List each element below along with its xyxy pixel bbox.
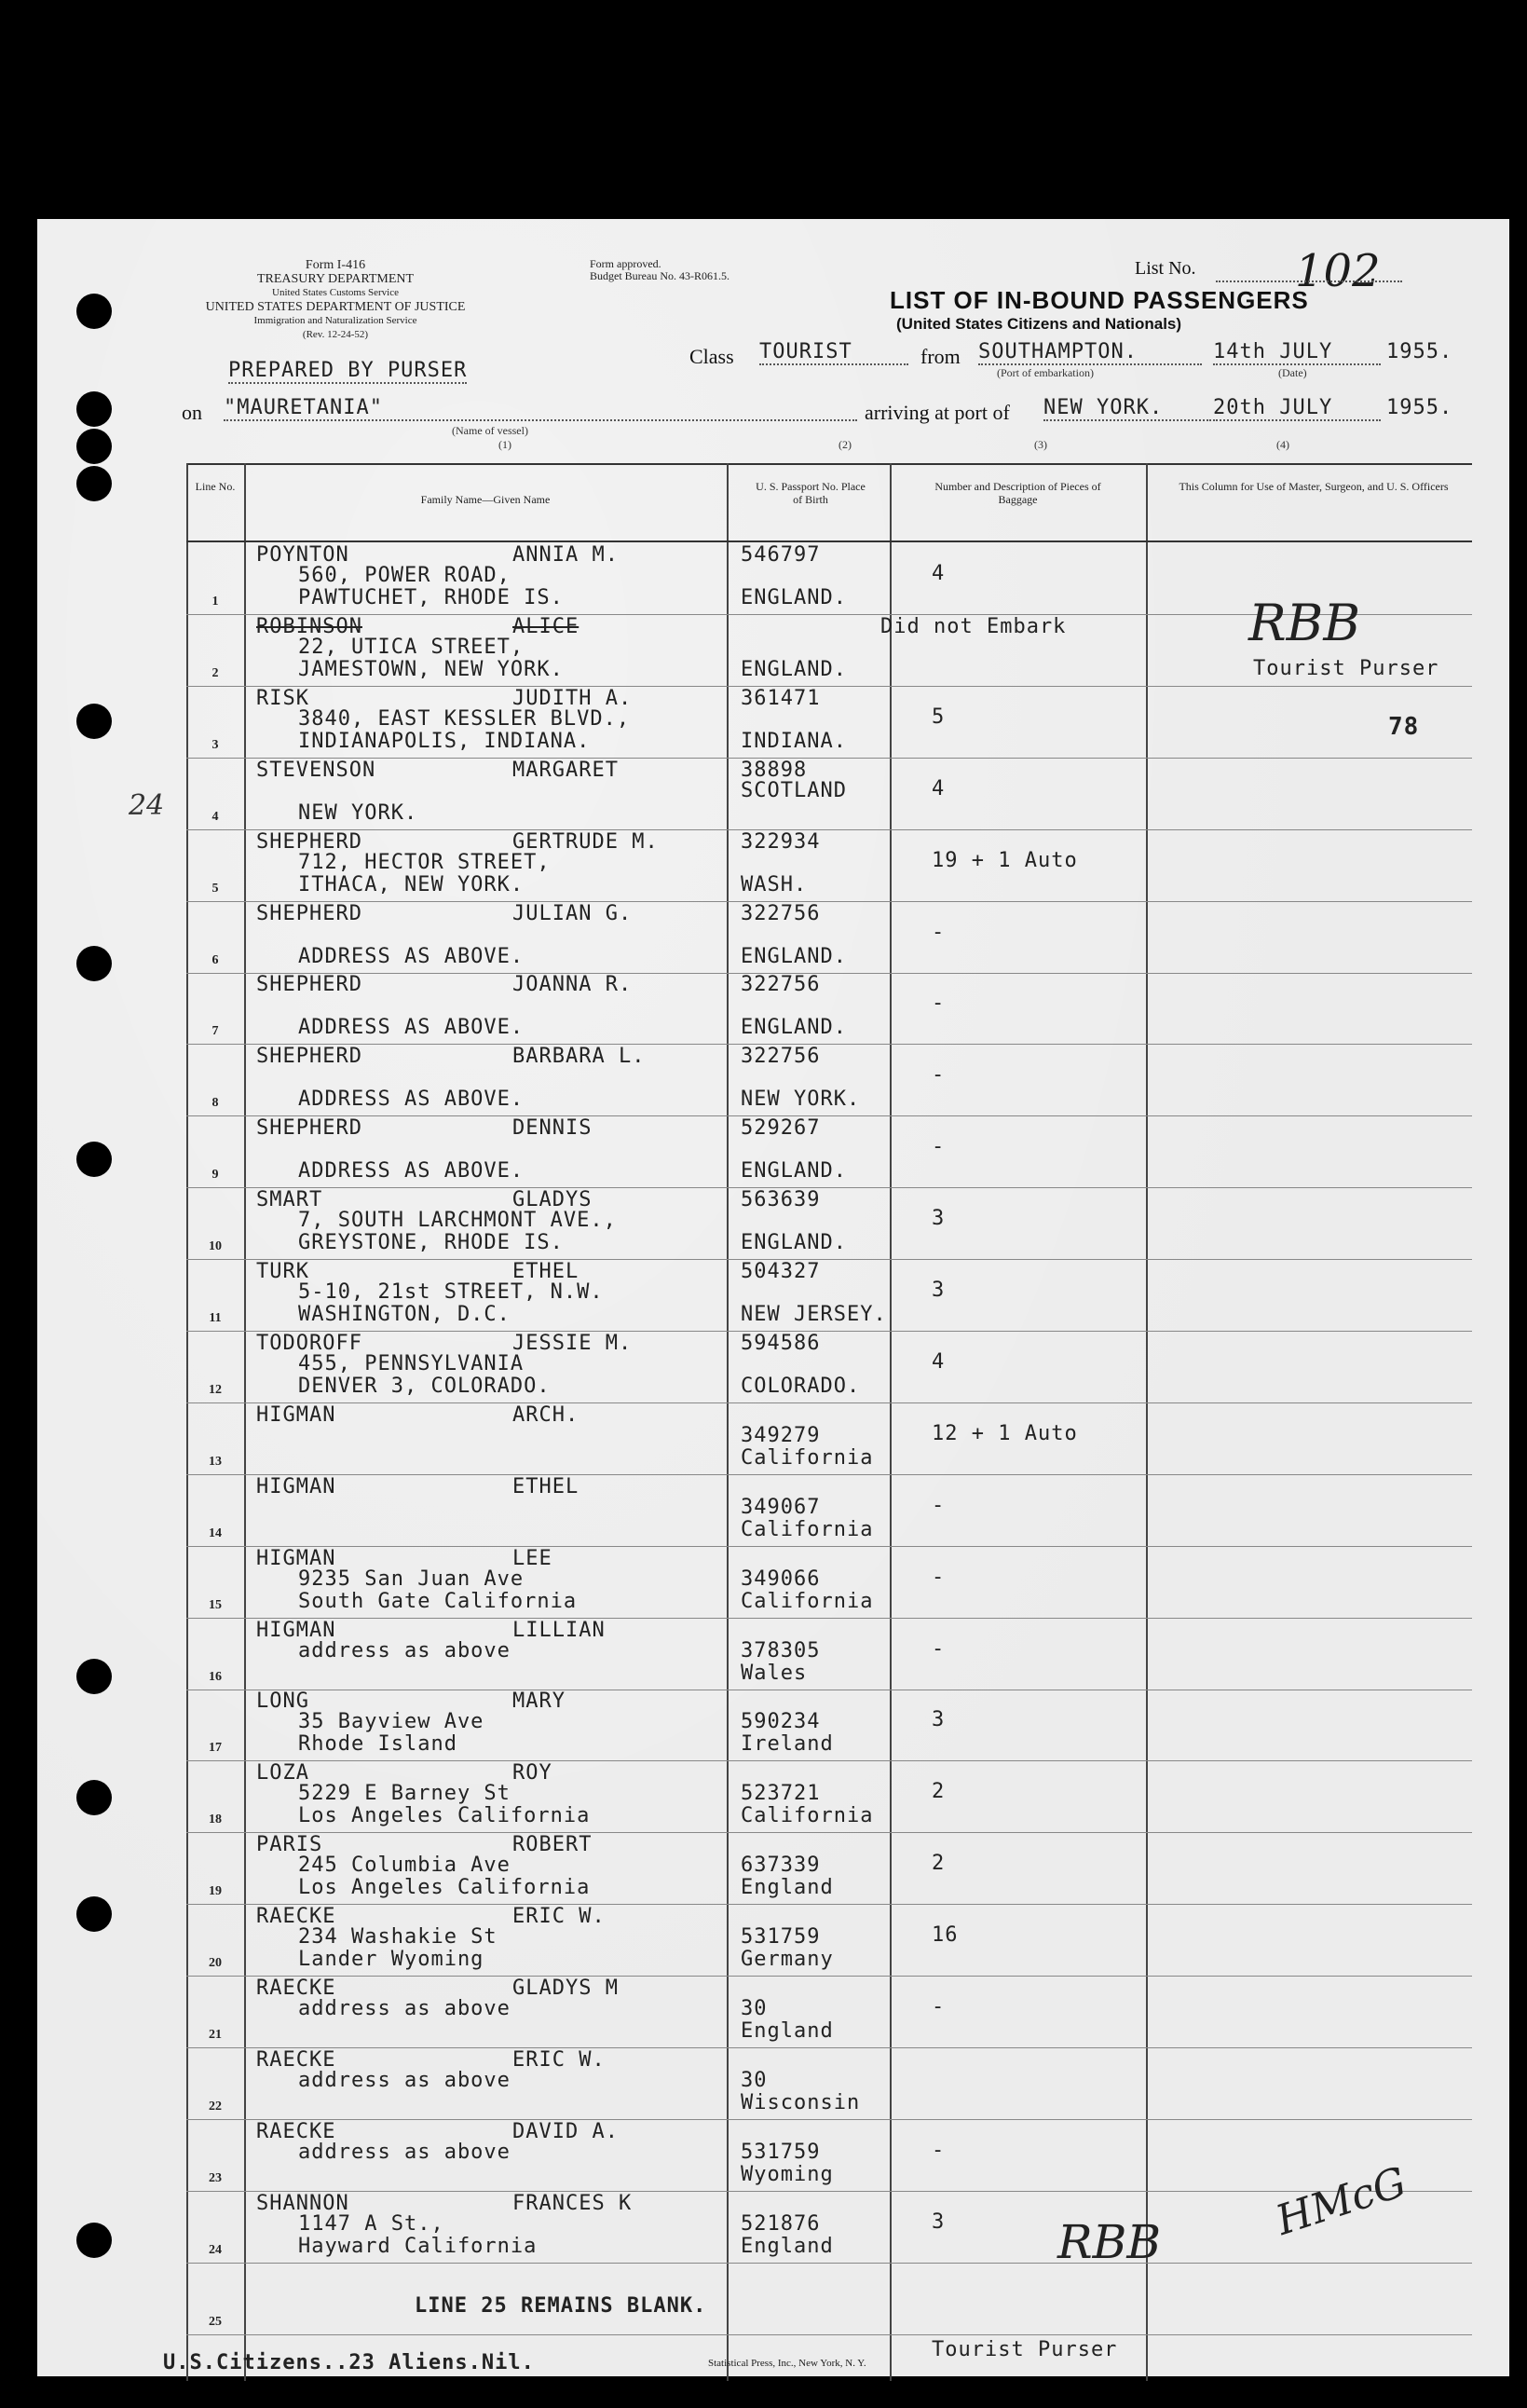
line-number: 7 xyxy=(211,1024,219,1039)
arrival-date: 20th JULY xyxy=(1213,396,1381,421)
place-of-birth: Wales xyxy=(741,1661,808,1685)
col-num-4: (4) xyxy=(1276,438,1289,451)
address-line-1: 712, HECTOR STREET, xyxy=(298,850,551,874)
embark-date: 14th JULY xyxy=(1213,340,1381,365)
place-of-birth: ENGLAND. xyxy=(741,1159,847,1183)
embark-note: (Port of embarkation) xyxy=(997,366,1094,379)
purser-title-officers: Tourist Purser xyxy=(1253,657,1439,680)
address-line-1: 5229 E Barney St xyxy=(298,1782,511,1806)
passport-number: 38898 xyxy=(741,758,808,782)
citizen-totals: U.S.Citizens..23 Aliens.Nil. xyxy=(163,2351,535,2374)
passport-number: 378305 xyxy=(741,1638,821,1662)
col-header-baggage: Number and Description of Pieces of Baggage xyxy=(934,480,1101,506)
approved-label: Form approved. xyxy=(590,257,661,270)
table-row xyxy=(186,1619,1472,1690)
line-number: 4 xyxy=(211,809,219,824)
family-name: PARIS xyxy=(256,1833,323,1857)
class-value: TOURIST xyxy=(759,340,908,365)
address-line-2: PAWTUCHET, RHODE IS. xyxy=(298,586,564,609)
place-of-birth: NEW JERSEY. xyxy=(741,1303,887,1326)
given-name: ETHEL xyxy=(512,1260,579,1283)
passport-number: 30 xyxy=(741,1997,768,2020)
family-name: SMART xyxy=(256,1188,323,1212)
place-of-birth: ENGLAND. xyxy=(741,1016,847,1040)
table-row xyxy=(186,2048,1472,2120)
family-name: LOZA xyxy=(256,1761,309,1785)
line-number: 13 xyxy=(209,1454,222,1469)
document-title: LIST OF IN-BOUND PASSENGERS xyxy=(890,286,1309,314)
family-name: STEVENSON xyxy=(256,758,376,782)
col-header-passport: U. S. Passport No. Place of Birth xyxy=(756,480,866,506)
given-name: LEE xyxy=(512,1546,552,1570)
address-line-2: NEW YORK. xyxy=(298,800,418,825)
baggage-count: 19 + 1 Auto xyxy=(932,848,1078,872)
form-revision: (Rev. 12-24-52) xyxy=(302,329,369,340)
line-number: 23 xyxy=(209,2170,222,2185)
passport-number: 521876 xyxy=(741,2211,821,2236)
table-row xyxy=(186,2264,1472,2335)
budget-number: Budget Bureau No. 43-R061.5. xyxy=(590,269,729,282)
line-number: 14 xyxy=(209,1526,222,1540)
baggage-count: 4 xyxy=(932,562,946,585)
passport-number: 322756 xyxy=(741,901,821,925)
given-name: JUDITH A. xyxy=(512,686,633,710)
line-number: 8 xyxy=(211,1096,219,1111)
given-name: FRANCES K xyxy=(512,2191,633,2215)
passport-number: 322756 xyxy=(741,1045,821,1069)
address-line-1: 560, POWER ROAD, xyxy=(298,564,511,587)
address-line-1: 3840, EAST KESSLER BLVD., xyxy=(298,706,631,731)
given-name: ALICE xyxy=(512,614,579,638)
place-of-birth: ENGLAND. xyxy=(741,586,847,609)
address-line-2: ADDRESS AS ABOVE. xyxy=(298,944,525,968)
officer-signature: HMcG xyxy=(1270,2158,1412,2245)
on-label: on xyxy=(182,401,202,424)
baggage-count: - xyxy=(932,992,946,1016)
baggage-count: 3 xyxy=(932,1207,946,1231)
given-name: ROY xyxy=(512,1761,552,1785)
list-no-value: 102 xyxy=(1295,245,1381,297)
baggage-count: 16 xyxy=(932,1923,959,1948)
embark-port: SOUTHAMPTON. xyxy=(978,340,1202,365)
line-number: 11 xyxy=(209,1311,222,1325)
place-of-birth: Wyoming xyxy=(741,2162,834,2186)
manifest-document xyxy=(37,219,1509,2376)
place-of-birth: ENGLAND. xyxy=(741,657,847,681)
address-line-1: 5-10, 21st STREET, N.W. xyxy=(298,1280,604,1304)
col-num-2: (2) xyxy=(838,438,852,451)
table-row xyxy=(186,1475,1472,1547)
address-line-1: 234 Washakie St xyxy=(298,1925,498,1950)
date-note: (Date) xyxy=(1278,366,1307,379)
baggage-count: - xyxy=(932,1636,946,1661)
place-of-birth: SCOTLAND xyxy=(741,778,847,802)
arrival-year: 1955. xyxy=(1386,396,1453,419)
given-name: ARCH. xyxy=(512,1402,579,1427)
family-name: SHEPHERD xyxy=(256,973,362,997)
table-row xyxy=(186,1977,1472,2048)
table-top-border xyxy=(186,463,1472,465)
passport-number: 531759 xyxy=(741,2140,821,2164)
table-row xyxy=(186,1188,1472,1260)
line25-note: LINE 25 REMAINS BLANK. xyxy=(415,2294,707,2318)
passport-number: 531759 xyxy=(741,1925,821,1950)
family-name: SHEPHERD xyxy=(256,901,362,925)
address-line-1: address as above xyxy=(298,2068,511,2092)
baggage-count: - xyxy=(932,2138,946,2162)
family-name: HIGMAN xyxy=(256,1618,336,1642)
from-label: from xyxy=(920,345,961,368)
passport-number: 349066 xyxy=(741,1567,821,1591)
form-approved xyxy=(590,258,729,282)
family-name: SHEPHERD xyxy=(256,1116,362,1141)
place-of-birth: Wisconsin xyxy=(741,2090,861,2114)
punch-hole xyxy=(76,704,112,739)
place-of-birth: NEW YORK. xyxy=(741,1088,861,1112)
baggage-count: 3 xyxy=(932,1708,946,1732)
punch-hole xyxy=(76,294,112,329)
baggage-count: - xyxy=(932,1063,946,1088)
given-name: JOANNA R. xyxy=(512,973,633,997)
place-of-birth: California xyxy=(741,1445,874,1470)
baggage-count: 5 xyxy=(932,705,946,729)
customs-service: United States Customs Service xyxy=(272,287,399,298)
given-name: GERTRUDE M. xyxy=(512,829,659,854)
line-number: 10 xyxy=(209,1239,222,1254)
line-number: 9 xyxy=(211,1168,219,1183)
vessel-note: (Name of vessel) xyxy=(452,424,528,437)
address-line-2: Los Angeles California xyxy=(298,1876,591,1900)
prepared-by: PREPARED BY PURSER xyxy=(228,359,468,382)
place-of-birth: INDIANA. xyxy=(741,729,847,753)
family-name: RISK xyxy=(256,686,309,710)
address-line-2: ADDRESS AS ABOVE. xyxy=(298,1159,525,1183)
family-name: TURK xyxy=(256,1260,309,1283)
table-row xyxy=(186,1833,1472,1905)
address-line-1: address as above xyxy=(298,1997,511,2020)
given-name: ETHEL xyxy=(512,1474,579,1498)
place-of-birth: England xyxy=(741,1876,834,1900)
address-line-2: INDIANAPOLIS, INDIANA. xyxy=(298,729,591,753)
given-name: ERIC W. xyxy=(512,1905,606,1929)
place-of-birth: ENGLAND. xyxy=(741,944,847,968)
place-of-birth: England xyxy=(741,2234,834,2258)
given-name: BARBARA L. xyxy=(512,1045,646,1069)
address-line-2: Hayward California xyxy=(298,2234,538,2258)
address-line-1: 22, UTICA STREET, xyxy=(298,635,525,659)
baggage-count: Did not Embark xyxy=(880,614,1067,638)
baggage-count: 12 + 1 Auto xyxy=(932,1421,1078,1445)
table-row xyxy=(186,1260,1472,1332)
address-line-1: 1147 A St., xyxy=(298,2211,444,2236)
address-line-2: Lander Wyoming xyxy=(298,1948,484,1972)
table-row xyxy=(186,1547,1472,1619)
punch-hole xyxy=(76,946,112,981)
family-name: RAECKE xyxy=(256,1977,336,2000)
family-name: LONG xyxy=(256,1690,309,1714)
given-name: LILLIAN xyxy=(512,1618,606,1642)
immigration-service: Immigration and Naturalization Service xyxy=(253,315,417,326)
place-of-birth: COLORADO. xyxy=(741,1374,861,1398)
line-number: 25 xyxy=(209,2314,222,2329)
given-name: DAVID A. xyxy=(512,2119,619,2143)
embark-year: 1955. xyxy=(1386,340,1453,363)
officer-count: 78 xyxy=(1388,713,1420,741)
given-name: ERIC W. xyxy=(512,2047,606,2072)
punch-hole xyxy=(76,2223,112,2258)
form-agency-block xyxy=(186,258,484,342)
address-line-1: 9235 San Juan Ave xyxy=(298,1567,525,1591)
given-name: MARGARET xyxy=(512,758,619,782)
line-number: 2 xyxy=(211,665,219,680)
treasury-dept: TREASURY DEPARTMENT xyxy=(256,272,415,286)
place-of-birth: California xyxy=(741,1804,874,1828)
family-name: POYNTON xyxy=(256,543,349,567)
baggage-count: - xyxy=(932,920,946,944)
table-row xyxy=(186,1761,1472,1833)
baggage-count: - xyxy=(932,1565,946,1589)
passport-number: 637339 xyxy=(741,1854,821,1878)
table-row xyxy=(186,1905,1472,1977)
line-number: 20 xyxy=(209,1956,222,1971)
passport-number: 590234 xyxy=(741,1710,821,1734)
family-name: RAECKE xyxy=(256,1905,336,1929)
passport-number: 349067 xyxy=(741,1495,821,1519)
col-header-line: Line No. xyxy=(195,480,236,493)
baggage-count: - xyxy=(932,1135,946,1159)
passport-number: 349279 xyxy=(741,1423,821,1447)
address-line-2: JAMESTOWN, NEW YORK. xyxy=(298,657,564,681)
col-header-name: Family Name—Given Name xyxy=(420,493,551,506)
place-of-birth: Germany xyxy=(741,1948,834,1972)
place-of-birth: ENGLAND. xyxy=(741,1231,847,1255)
passport-number: 546797 xyxy=(741,543,821,567)
baggage-count: 4 xyxy=(932,1349,946,1374)
address-line-2: South Gate California xyxy=(298,1589,578,1613)
family-name: RAECKE xyxy=(256,2047,336,2072)
passport-number: 594586 xyxy=(741,1331,821,1355)
row-rule xyxy=(186,2334,1472,2335)
line-number: 19 xyxy=(209,1884,222,1899)
given-name: ANNIA M. xyxy=(512,543,619,567)
family-name: SHANNON xyxy=(256,2191,349,2215)
line-number: 18 xyxy=(209,1813,222,1827)
passenger-table xyxy=(186,463,1472,2381)
table-row xyxy=(186,973,1472,1045)
family-name: SHEPHERD xyxy=(256,1045,362,1069)
passport-number: 30 xyxy=(741,2068,768,2092)
family-name: HIGMAN xyxy=(256,1474,336,1498)
line-number: 15 xyxy=(209,1597,222,1612)
address-line-2: ITHACA, NEW YORK. xyxy=(298,872,525,896)
table-row xyxy=(186,1403,1472,1475)
address-line-2: WASHINGTON, D.C. xyxy=(298,1303,511,1326)
address-line-2: Los Angeles California xyxy=(298,1804,591,1828)
address-line-2: DENVER 3, COLORADO. xyxy=(298,1374,551,1398)
given-name: MARY xyxy=(512,1690,566,1714)
passport-number: 322756 xyxy=(741,973,821,997)
passport-number: 504327 xyxy=(741,1260,821,1283)
table-row xyxy=(186,2120,1472,2192)
baggage-count: 3 xyxy=(932,1279,946,1302)
table-row xyxy=(186,902,1472,974)
punch-hole xyxy=(76,1896,112,1932)
line-number: 22 xyxy=(209,2099,222,2114)
purser-signature-bottom: RBB xyxy=(1057,2215,1162,2269)
family-name: TODOROFF xyxy=(256,1331,362,1355)
passport-number: 529267 xyxy=(741,1116,821,1141)
address-line-2: ADDRESS AS ABOVE. xyxy=(298,1088,525,1112)
vessel-name: "MAURETANIA" xyxy=(224,396,857,421)
baggage-count: 2 xyxy=(932,1852,946,1876)
margin-mark: 24 xyxy=(129,789,165,822)
document-subtitle: (United States Citizens and Nationals) xyxy=(896,315,1182,333)
place-of-birth: England xyxy=(741,2019,834,2043)
line-number: 17 xyxy=(209,1741,222,1756)
passport-number: 361471 xyxy=(741,686,821,710)
address-line-1: 455, PENNSYLVANIA xyxy=(298,1351,525,1375)
list-no-label: List No. xyxy=(1135,258,1196,279)
punch-hole xyxy=(76,1780,112,1815)
table-row xyxy=(186,1045,1472,1116)
baggage-count: - xyxy=(932,1995,946,2018)
place-of-birth: California xyxy=(741,1517,874,1541)
family-name: SHEPHERD xyxy=(256,829,362,854)
family-name: HIGMAN xyxy=(256,1402,336,1427)
table-row xyxy=(186,1116,1472,1188)
address-line-2: Rhode Island xyxy=(298,1732,457,1757)
line-number: 16 xyxy=(209,1669,222,1684)
line-number: 1 xyxy=(211,595,219,609)
list-no-line xyxy=(1216,280,1402,282)
table-row xyxy=(186,1690,1472,1761)
passport-number: 523721 xyxy=(741,1782,821,1806)
baggage-count: 2 xyxy=(932,1780,946,1804)
place-of-birth: Ireland xyxy=(741,1732,834,1757)
given-name: GLADYS xyxy=(512,1188,593,1212)
line-number: 6 xyxy=(211,952,219,967)
punch-hole xyxy=(76,429,112,464)
arrival-port: NEW YORK. xyxy=(1043,396,1211,421)
form-number: Form I-416 xyxy=(305,258,366,272)
class-label: Class xyxy=(689,345,734,368)
place-of-birth: WASH. xyxy=(741,872,808,896)
family-name: ROBINSON xyxy=(256,614,362,638)
baggage-count: - xyxy=(932,1493,946,1517)
address-line-1: address as above xyxy=(298,2140,511,2164)
given-name: JESSIE M. xyxy=(512,1331,633,1355)
table-row xyxy=(186,1332,1472,1403)
punch-hole xyxy=(76,1142,112,1177)
table-row xyxy=(186,759,1472,830)
address-line-1: 35 Bayview Ave xyxy=(298,1710,484,1734)
given-name: GLADYS M xyxy=(512,1977,619,2000)
line-number: 21 xyxy=(209,2028,222,2042)
line-number: 12 xyxy=(209,1382,222,1397)
justice-dept: UNITED STATES DEPARTMENT OF JUSTICE xyxy=(205,300,466,314)
col-num-3: (3) xyxy=(1034,438,1047,451)
place-of-birth: California xyxy=(741,1589,874,1613)
line-number: 3 xyxy=(211,737,219,752)
address-line-1: 7, SOUTH LARCHMONT AVE., xyxy=(298,1209,617,1233)
address-line-1: address as above xyxy=(298,1638,511,1662)
footer-purser: Tourist Purser xyxy=(932,2338,1118,2361)
baggage-count: 3 xyxy=(932,2210,946,2234)
family-name: RAECKE xyxy=(256,2119,336,2143)
line-number: 5 xyxy=(211,881,219,896)
given-name: JULIAN G. xyxy=(512,901,633,925)
punch-hole xyxy=(76,1659,112,1694)
address-line-2: ADDRESS AS ABOVE. xyxy=(298,1016,525,1040)
line-number: 24 xyxy=(209,2242,222,2257)
table-row xyxy=(186,830,1472,902)
given-name: ROBERT xyxy=(512,1833,593,1857)
passport-number: 322934 xyxy=(741,829,821,854)
purser-signature-top: RBB xyxy=(1248,594,1361,652)
arriving-label: arriving at port of xyxy=(865,401,1010,424)
given-name: DENNIS xyxy=(512,1116,593,1141)
passport-number: 563639 xyxy=(741,1188,821,1212)
col-num-1: (1) xyxy=(498,438,511,451)
address-line-1: 245 Columbia Ave xyxy=(298,1854,511,1878)
address-line-2: GREYSTONE, RHODE IS. xyxy=(298,1231,564,1255)
col-header-officers: This Column for Use of Master, Surgeon, and U. S. Officers xyxy=(1179,480,1449,493)
table-row xyxy=(186,687,1472,759)
printer-imprint: Statistical Press, Inc., New York, N. Y. xyxy=(708,2358,866,2369)
punch-hole xyxy=(76,391,112,427)
header-bottom-border xyxy=(186,540,1472,542)
family-name: HIGMAN xyxy=(256,1546,336,1570)
punch-hole xyxy=(76,466,112,501)
baggage-count: 4 xyxy=(932,776,946,800)
